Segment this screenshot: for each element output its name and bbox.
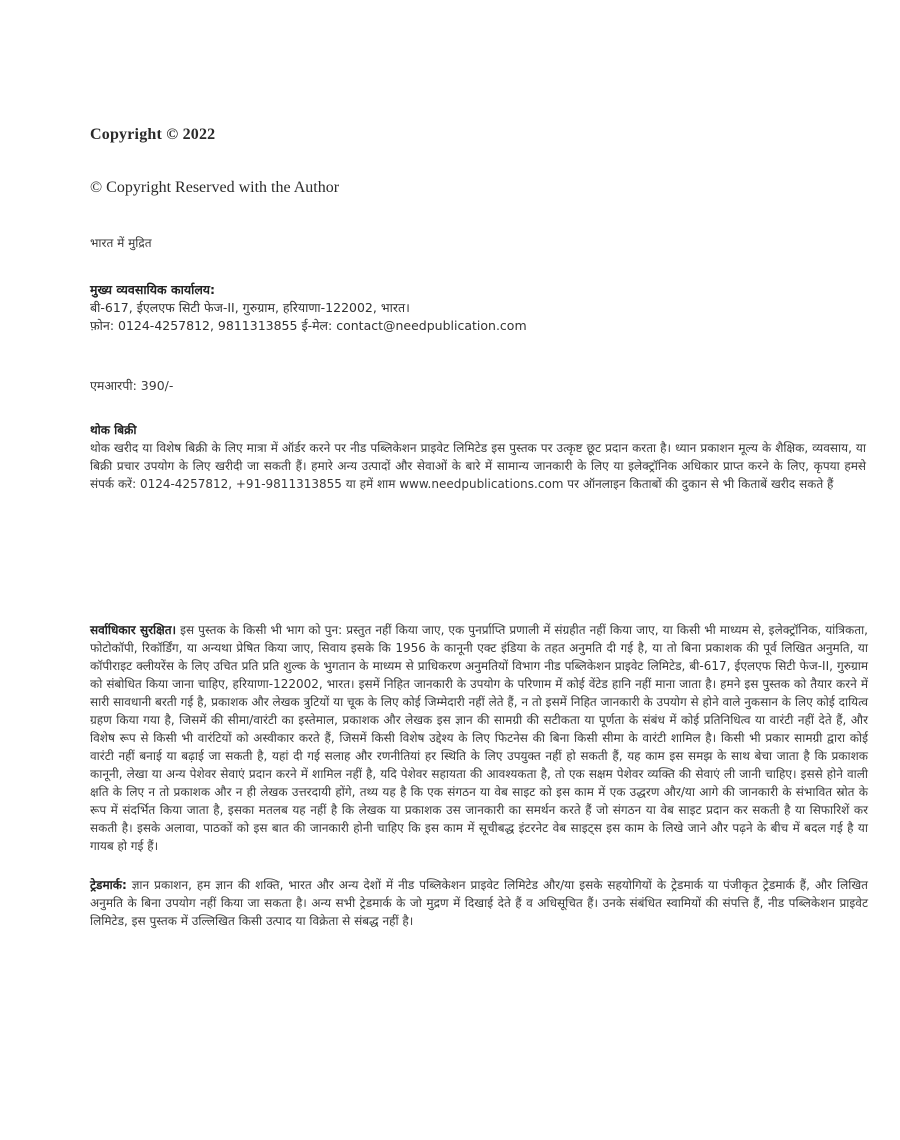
all-rights-reserved-paragraph: [90, 621, 868, 855]
trademark-paragraph: [90, 876, 868, 930]
business-office-heading: मुख्य व्यवसायिक कार्यालय:: [90, 282, 216, 297]
copyright-year-line: Copyright © 2022: [90, 126, 216, 143]
trademark-lead-label: ट्रेडमार्क:: [90, 878, 127, 892]
business-office-phone-email: फ़ोन: 0124-4257812, 9811313855 ई-मेल: contact@needpublication.com: [90, 318, 527, 333]
bulk-sales-section: [90, 421, 866, 493]
trademark-body-text: ज्ञान प्रकाशन, हम ज्ञान की शक्ति, भारत और अन्य देशों में नीड पब्लिकेशन प्राइवेट लिमिटेड और/या इसके सहयोगियों के ट्रेडमार्क या पंजीकृत ट्रेडमार्क हैं, और लिखित अनुमति के बिना उपयोग नहीं किया जा सकता है। अन्य सभी ट्रेडमार्क के जो मुद्रण में दिखाई देते हैं व अधिसूचित हैं। उनके संबंधित स्वामियों की संपत्ति हैं, नीड पब्लिकेशन प्राइवेट लिमिटेड, इस पुस्तक में उल्लिखित किसी उत्पाद या विक्रेता से संबद्ध नहीं है।: [90, 878, 868, 928]
business-office-block: [90, 281, 790, 335]
bulk-sales-body: थोक खरीद या विशेष बिक्री के लिए मात्रा में ऑर्डर करने पर नीड पब्लिकेशन प्राइवेट लिमिटेड इस पुस्तक पर उत्कृष्ट छूट प्रदान करता है। ध्यान प्रकाशन मूल्य के शैक्षिक, व्यवसाय, या बिक्री प्रचार उपयोग के लिए खरीदी जा सकती हैं। हमारे अन्य उत्पादों और सेवाओं के बारे में सामान्य जानकारी के लिए या इलेक्ट्रॉनिक अधिकार प्राप्त करने के लिए, कृपया हमसे संपर्क करें: 0124-4257812, +91-9811313855 या हमें शाम www.needpublications.com पर ऑनलाइन किताबों की दुकान से भी किताबें खरीद सकते हैं: [90, 441, 866, 491]
rights-lead-label: सर्वाधिकार सुरक्षित।: [90, 623, 177, 637]
copyright-reserved-line: © Copyright Reserved with the Author: [90, 179, 340, 196]
business-office-address: बी-617, ईएलएफ सिटी फेज-II, गुरुग्राम, हरियाणा-122002, भारत।: [90, 300, 410, 315]
bulk-sales-heading: थोक बिक्री: [90, 423, 137, 437]
printed-in-india-line: भारत में मुद्रित: [90, 236, 152, 250]
mrp-price-line: एमआरपी: 390/-: [90, 378, 174, 393]
rights-body-text: इस पुस्तक के किसी भी भाग को पुन: प्रस्तुत नहीं किया जाए, एक पुनर्प्राप्ति प्रणाली में संग्रहीत नहीं किया जाए, या किसी भी माध्यम से, इलेक्ट्रॉनिक, यांत्रिकता, फोटोकॉपी, रिकॉर्डिंग, या अन्यथा प्रेषित किया जाए, सिवाय इसके कि 1956 के कानूनी एक्ट इंडिया के तहत अनुमति दी गई है, या तो बिना प्रकाशक की पूर्व लिखित अनुमति, या कॉपीराइट क्लीयरेंस के लिए उचित प्रति प्रति शुल्क के भुगतान के माध्यम से प्राधिकरण अनुमतियों विभाग नीड पब्लिकेशन प्राइवेट लिमिटेड, बी-617, ईएलएफ सिटी फेज-II, गुरुग्राम को संबोधित किया जाना चाहिए, हरियाणा-122002, भारत। इसमें निहित जानकारी के उपयोग के परिणाम में कोई वेंटेड हानि नहीं माना जाता है। हमने इस पुस्तक को तैयार करने में सारी सावधानी बरती गई है, प्रकाशक और लेखक त्रुटियों या चूक के लिए कोई जिम्मेदारी नहीं लेते हैं, न तो इसमें निहित जानकारी के उपयोग से होने वाले नुकसान के लिए कोई दायित्व ग्रहण किया गया है, जिसमें की सीमा/वारंटी का इस्तेमाल, प्रकाशक और लेखक इस ज्ञान की सामग्री की सटीकता या पूर्णता के संबंध में कोई प्रतिनिधित्व या वारंटी नहीं देते हैं, और विशेष रूप से किसी भी वारंटियों को अस्वीकार करते हैं, जिसमें किसी विशेष उद्देश्य के लिए फिटनेस की बिना किसी सीमा के वारंटी शामिल है। किसी भी प्रकार सामग्री द्वारा कोई वारंटी नहीं बनाई या बढ़ाई जा सकती है, यहां दी गई सलाह और रणनीतियां हर स्थिति के लिए उपयुक्त नहीं हो सकती हैं, यह काम इस समझ के साथ बेचा जाता है कि प्रकाशक कानूनी, लेखा या अन्य पेशेवर सेवाएं प्रदान करने में शामिल नहीं है, यदि पेशेवर सहायता की आवश्यकता है, तो एक सक्षम पेशेवर व्यक्ति की सेवाएं ली जानी चाहिए। इससे होने वाली क्षति के लिए न तो प्रकाशक और न ही लेखक उत्तरदायी होंगे, तथ्य यह है कि एक संगठन या वेब साइट को इस काम में एक उद्धरण और/या आगे की जानकारी के संभावित स्रोत के रूप में संदर्भित किया जाता है, इसका मतलब यह नहीं है कि लेखक या प्रकाशक उस जानकारी का समर्थन करते हैं जो संगठन या वेब साइट प्रदान कर सकती है या सिफारिशें कर सकती है। इसके अलावा, पाठकों को इस बात की जानकारी होनी चाहिए कि इस काम में सूचीबद्ध इंटरनेट वेब साइट्स इस काम के लिखे जाने और पढ़ने के बीच में बदल गई है या गायब हो गई हैं।: [90, 623, 868, 853]
